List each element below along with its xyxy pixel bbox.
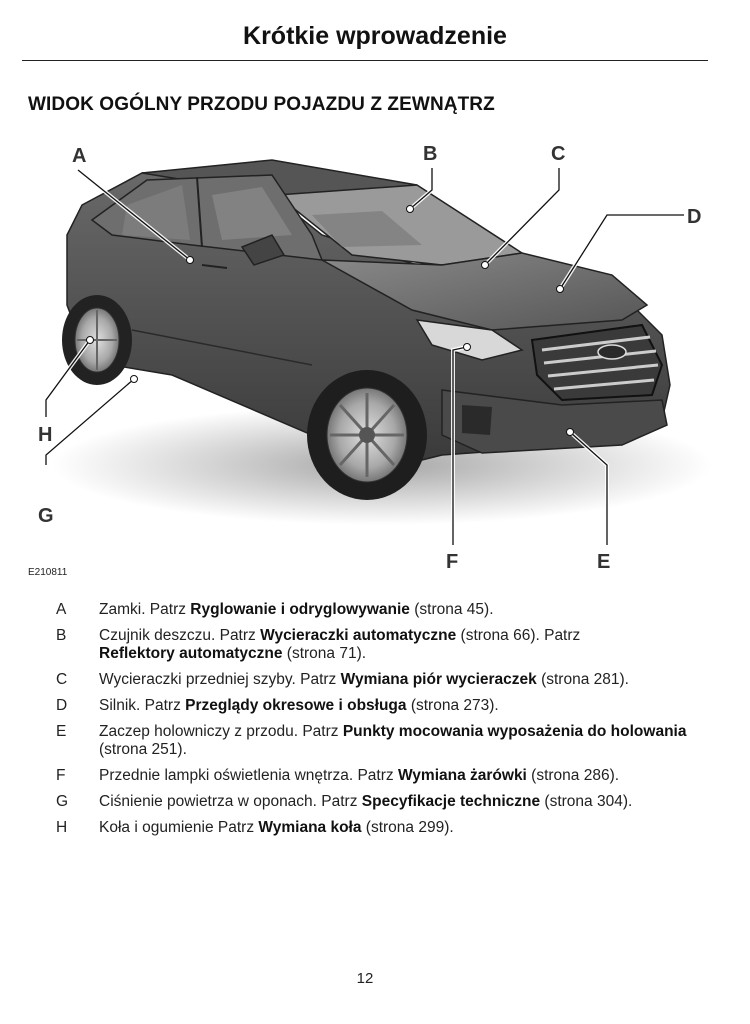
callout-letter: H bbox=[56, 819, 68, 836]
car-rear-wheel bbox=[62, 295, 132, 385]
callout-label-h: H bbox=[38, 424, 53, 446]
callout-item: G Ciśnienie powietrza w oponach. Patrz Specyfikacje techniczne (strona 304). bbox=[56, 793, 633, 810]
callout-label-e: E bbox=[597, 551, 611, 573]
car-front-wheel bbox=[307, 370, 427, 500]
callout-letter: F bbox=[56, 767, 66, 784]
page-number: 12 bbox=[356, 970, 374, 987]
header-divider bbox=[22, 60, 708, 61]
callout-label-b: B bbox=[423, 143, 438, 165]
callout-item: E Zaczep holowniczy z przodu. Patrz Punkty mocowania wyposażenia do holowania (strona 251). bbox=[56, 723, 687, 758]
cross-reference-link[interactable]: Przeglądy okresowe i obsługa bbox=[185, 697, 407, 714]
cross-reference-link[interactable]: Wymiana żarówki bbox=[397, 767, 527, 784]
cross-reference-link[interactable]: Wycieraczki automatyczne bbox=[260, 627, 457, 644]
callout-label-g: G bbox=[38, 505, 54, 527]
callout-label-d: D bbox=[687, 206, 702, 228]
callout-label-a: A bbox=[72, 145, 87, 167]
callout-label-f: F bbox=[446, 551, 459, 573]
callout-item: A Zamki. Patrz Ryglowanie i odryglowywanie (strona 45). bbox=[56, 601, 494, 618]
callout-item: F Przednie lampki oświetlenia wnętrza. Patrz Wymiana żarówki (strona 286). bbox=[56, 767, 620, 784]
section-title: WIDOK OGÓLNY PRZODU POJAZDU Z ZEWNĄTRZ bbox=[28, 94, 495, 115]
cross-reference-link[interactable]: Specyfikacje techniczne bbox=[361, 793, 541, 810]
page-header-title: Krótkie wprowadzenie bbox=[243, 22, 507, 50]
callout-item: B Czujnik deszczu. Patrz Wycieraczki automatyczne (strona 66). Patrz Reflektory automatyczne (strona 71). bbox=[56, 627, 581, 662]
callout-item: C Wycieraczki przedniej szyby. Patrz Wymiana piór wycieraczek (strona 281). bbox=[56, 671, 629, 688]
callout-item: D Silnik. Patrz Przeglądy okresowe i obsługa (strona 273). bbox=[56, 697, 499, 714]
callout-list bbox=[40, 601, 720, 845]
callout-letter: E bbox=[56, 723, 67, 740]
cross-reference-link[interactable]: Wymiana piór wycieraczek bbox=[340, 671, 537, 688]
cross-reference-link[interactable]: Ryglowanie i odryglowywanie bbox=[190, 601, 410, 618]
callout-label-c: C bbox=[551, 143, 566, 165]
cross-reference-link[interactable]: Reflektory automatyczne bbox=[99, 645, 283, 662]
callout-letter: G bbox=[56, 793, 69, 810]
callout-letter: C bbox=[56, 671, 68, 688]
cross-reference-link[interactable]: Punkty mocowania wyposażenia do holowania bbox=[342, 723, 687, 740]
callout-letter: D bbox=[56, 697, 68, 714]
callout-letter: B bbox=[56, 627, 67, 644]
callout-item: H Koła i ogumienie Patrz Wymiana koła (strona 299). bbox=[56, 819, 454, 836]
callout-letter: A bbox=[56, 601, 67, 618]
figure-id: E210811 bbox=[28, 567, 68, 578]
cross-reference-link[interactable]: Wymiana koła bbox=[258, 819, 362, 836]
vehicle-front-exterior-illustration bbox=[22, 135, 722, 585]
